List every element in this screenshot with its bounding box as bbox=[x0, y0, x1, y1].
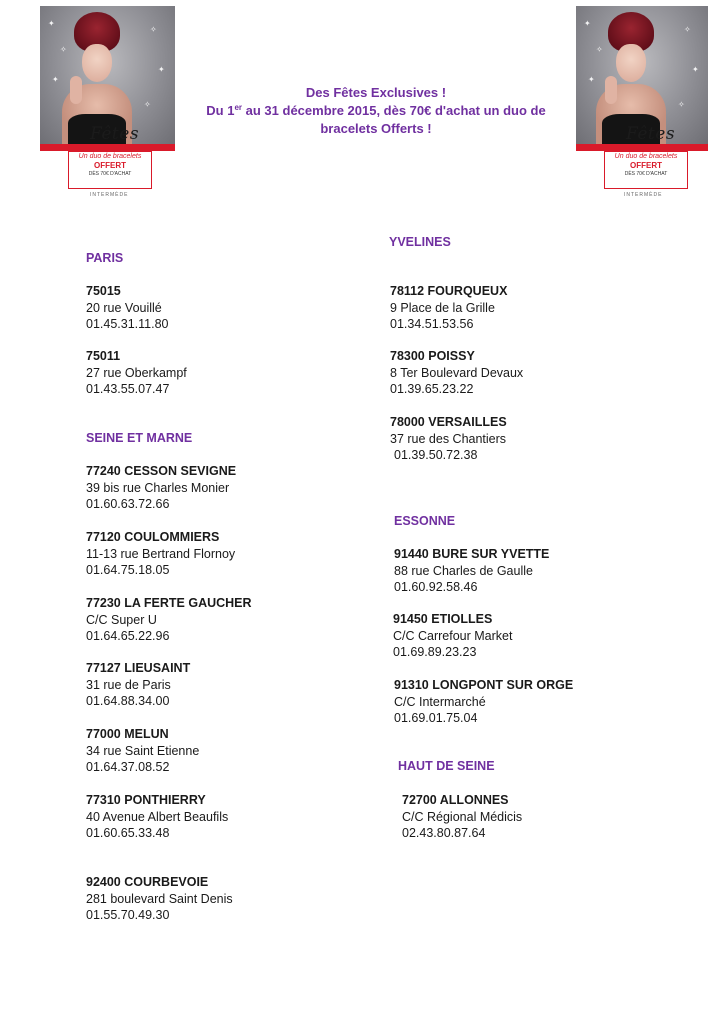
store-phone: 01.39.65.23.22 bbox=[390, 382, 474, 396]
store-name: 77310 PONTHIERRY bbox=[86, 793, 206, 807]
store-entry bbox=[390, 283, 507, 333]
header-line-2-sup: er bbox=[234, 103, 243, 112]
poster-red-band bbox=[40, 144, 175, 151]
promo-poster-right bbox=[576, 6, 708, 211]
section-title-haut-de-seine: HAUT DE SEINE bbox=[398, 759, 495, 773]
store-entry bbox=[86, 283, 168, 333]
poster-condition: DÈS 70€ D'ACHAT bbox=[624, 171, 668, 177]
promo-header bbox=[180, 84, 572, 138]
store-entry bbox=[86, 792, 228, 842]
store-phone: 01.64.88.34.00 bbox=[86, 694, 170, 708]
store-address: C/C Super U bbox=[86, 612, 157, 627]
model-face bbox=[82, 44, 112, 82]
poster-title: Fêtes bbox=[626, 124, 676, 144]
store-phone: 01.45.31.11.80 bbox=[86, 317, 169, 331]
store-entry bbox=[86, 595, 252, 645]
poster-script: Un duo de bracelets bbox=[78, 153, 142, 160]
sparkle-icon: ✧ bbox=[678, 100, 685, 109]
store-name: 77240 CESSON SEVIGNE bbox=[86, 464, 237, 478]
sparkle-icon: ✦ bbox=[158, 65, 165, 74]
store-address: C/C Carrefour Market bbox=[393, 628, 513, 643]
poster-offer-card bbox=[68, 151, 152, 189]
store-name: 77000 MELUN bbox=[86, 727, 169, 741]
sparkle-icon: ✦ bbox=[584, 19, 591, 28]
store-phone: 01.64.37.08.52 bbox=[86, 760, 170, 774]
store-name: 91310 LONGPONT SUR ORGE bbox=[394, 678, 574, 692]
section-title-yvelines: YVELINES bbox=[389, 235, 451, 249]
store-entry bbox=[390, 348, 523, 398]
store-entry bbox=[394, 677, 573, 727]
header-line-2 bbox=[180, 102, 572, 120]
poster-brand-logo: INTERMÈDE bbox=[624, 192, 663, 198]
store-phone: 01.34.51.53.56 bbox=[390, 317, 474, 331]
store-entry bbox=[393, 611, 512, 661]
sparkle-icon: ✧ bbox=[144, 100, 151, 109]
store-phone: 01.69.89.23.23 bbox=[393, 645, 477, 659]
store-address: 9 Place de la Grille bbox=[390, 300, 495, 315]
sparkle-icon: ✦ bbox=[692, 65, 699, 74]
store-phone: 01.64.65.22.96 bbox=[86, 629, 170, 643]
poster-script: Un duo de bracelets bbox=[614, 153, 678, 160]
store-entry bbox=[86, 529, 235, 579]
store-entry bbox=[394, 546, 549, 596]
store-phone: 01.69.01.75.04 bbox=[394, 711, 478, 725]
store-phone: 01.43.55.07.47 bbox=[86, 382, 170, 396]
sparkle-icon: ✧ bbox=[60, 45, 67, 54]
store-address: 8 Ter Boulevard Devaux bbox=[390, 365, 524, 380]
poster-red-band bbox=[576, 144, 708, 151]
poster-photo bbox=[40, 6, 175, 144]
sparkle-icon: ✦ bbox=[52, 75, 59, 84]
model-face bbox=[616, 44, 646, 82]
store-entry bbox=[86, 463, 236, 513]
section-title-paris: PARIS bbox=[86, 251, 124, 265]
sparkle-icon: ✧ bbox=[684, 25, 691, 34]
header-line-2-post: au 31 décembre 2015, dès 70€ d'achat un duo de bbox=[242, 103, 546, 118]
store-entry bbox=[390, 414, 507, 464]
store-address: 34 rue Saint Etienne bbox=[86, 743, 200, 758]
store-name: 77230 LA FERTE GAUCHER bbox=[86, 596, 252, 610]
sparkle-icon: ✧ bbox=[150, 25, 157, 34]
poster-title: Fêtes bbox=[90, 124, 140, 144]
store-name: 91450 ETIOLLES bbox=[393, 612, 493, 626]
poster-offer: OFFERT bbox=[630, 161, 662, 170]
store-name: 78000 VERSAILLES bbox=[390, 415, 507, 429]
store-entry bbox=[86, 726, 199, 776]
store-phone: 01.39.50.72.38 bbox=[394, 448, 478, 462]
model-hand bbox=[70, 76, 82, 104]
poster-condition: DÈS 70€ D'ACHAT bbox=[88, 171, 132, 177]
store-address: 11-13 rue Bertrand Flornoy bbox=[86, 546, 236, 561]
poster-offer: OFFERT bbox=[94, 161, 126, 170]
store-address: 40 Avenue Albert Beaufils bbox=[86, 809, 229, 824]
store-name: 92400 COURBEVOIE bbox=[86, 875, 209, 889]
store-name: 77120 COULOMMIERS bbox=[86, 530, 220, 544]
store-name: 78300 POISSY bbox=[390, 349, 475, 363]
promo-poster-left bbox=[40, 6, 175, 211]
store-address: C/C Intermarché bbox=[394, 694, 486, 709]
store-name: 75011 bbox=[86, 349, 121, 363]
store-name: 78112 FOURQUEUX bbox=[390, 284, 508, 298]
store-address: 31 rue de Paris bbox=[86, 677, 171, 692]
store-name: 72700 ALLONNES bbox=[402, 793, 509, 807]
header-line-3: bracelets Offerts ! bbox=[320, 121, 432, 136]
store-phone: 02.43.80.87.64 bbox=[402, 826, 486, 840]
sparkle-icon: ✦ bbox=[48, 19, 55, 28]
store-name: 75015 bbox=[86, 284, 121, 298]
store-phone: 01.64.75.18.05 bbox=[86, 563, 170, 577]
store-address: 37 rue des Chantiers bbox=[390, 431, 507, 446]
sparkle-icon: ✧ bbox=[596, 45, 603, 54]
store-address: 88 rue Charles de Gaulle bbox=[394, 563, 533, 578]
poster-offer-card bbox=[604, 151, 688, 189]
section-title-essonne: ESSONNE bbox=[394, 514, 456, 528]
store-name: 77127 LIEUSAINT bbox=[86, 661, 191, 675]
store-entry bbox=[402, 792, 522, 842]
section-title-seine-et-marne: SEINE ET MARNE bbox=[86, 431, 193, 445]
store-address: 27 rue Oberkampf bbox=[86, 365, 187, 380]
store-address: C/C Régional Médicis bbox=[402, 809, 523, 824]
poster-brand-logo: INTERMÈDE bbox=[90, 192, 129, 198]
store-name: 91440 BURE SUR YVETTE bbox=[394, 547, 550, 561]
store-entry bbox=[86, 348, 187, 398]
header-line-1: Des Fêtes Exclusives ! bbox=[305, 85, 447, 100]
store-entry bbox=[86, 660, 190, 710]
store-entry bbox=[86, 874, 233, 924]
sparkle-icon: ✦ bbox=[588, 75, 595, 84]
store-address: 39 bis rue Charles Monier bbox=[86, 480, 230, 495]
store-address: 281 boulevard Saint Denis bbox=[86, 891, 233, 906]
store-phone: 01.60.92.58.46 bbox=[394, 580, 478, 594]
model-hand bbox=[605, 76, 617, 104]
store-phone: 01.60.65.33.48 bbox=[86, 826, 170, 840]
store-phone: 01.55.70.49.30 bbox=[86, 908, 170, 922]
store-phone: 01.60.63.72.66 bbox=[86, 497, 170, 511]
store-address: 20 rue Vouillé bbox=[86, 300, 162, 315]
header-line-2-pre: Du 1 bbox=[206, 103, 235, 118]
poster-photo bbox=[576, 6, 708, 144]
